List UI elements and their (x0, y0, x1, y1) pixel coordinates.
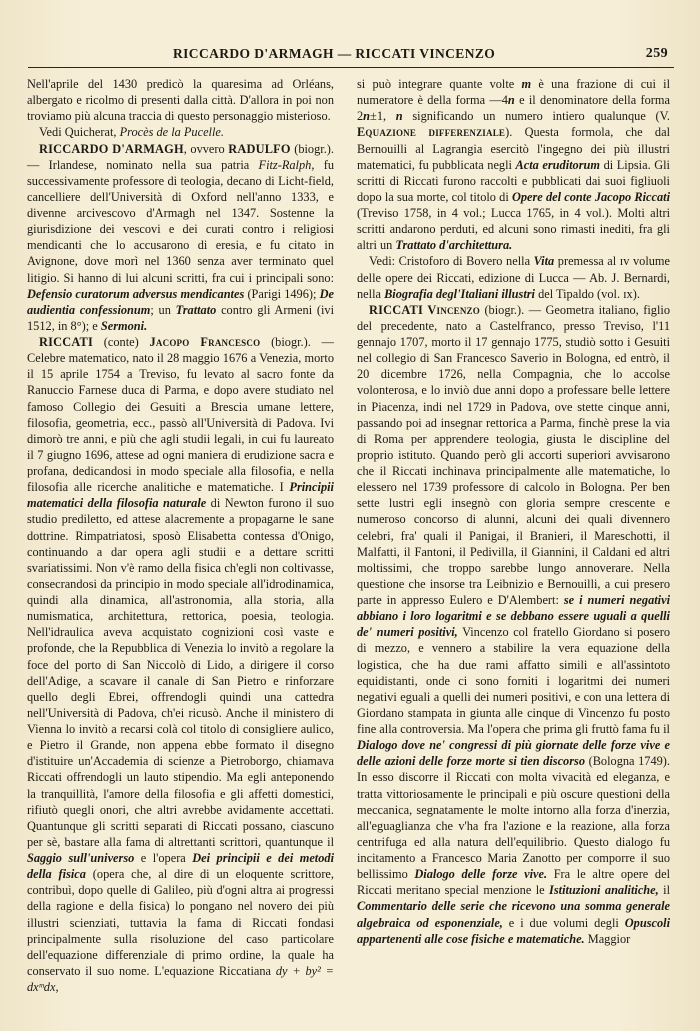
paragraph-orleans: Nell'aprile del 1430 predicò la quaresima ad Orléans, albergato e ricolmo di presenti dalla città. D'allora in poi non troviamo più alcuna traccia di questo personaggio misterioso. (27, 77, 334, 124)
reference-quicherat: Vedi Quicherat, Procès de la Pucelle. (39, 125, 224, 140)
right-column (357, 76, 670, 947)
page-number: 259 (645, 46, 668, 61)
entry-heading-name: Jacopo Francesco (149, 335, 261, 349)
entry-heading: RICCATI Vincenzo (369, 302, 480, 317)
entry-riccati-vincenzo: RICCATI Vincenzo (biogr.). — Geometra italiano, figlio del precedente, nato a Castelfranco, presso Treviso, l'11 gennajo 1707, morto il 17 gennajo 1775, studiò sotto i Gesuiti nel collegio di San Francesco Saverio in Bologna, ed entrò, il 20 dicembre 1726, nella Compagnia, che lo accolse volonterosa, e lo inviò due anni dopo a professare belle lettere in Piacenza, indi nel 1729 in Padova, ove stette cinque anni, passando poi ad insegnar rettorica a Parma, finchè prese la via di Roma per apprendere teologia, giusta le discipline del proprio istituto. Quando però gli accorti superiori avvisarono che il Riccati inchinava principalmente alle matematiche, lo elessero nel 1739 professore di calcolo in Bologna. Per ben sette lustri egli insegnò con gloria sempre crescente e numeroso concorso di alunni, alcuni dei quali divennero celebri, fra' quali il Panigai, il Branieri, il Mareschotti, il Malfatti, il Fantoni, il Pedivilla, il Giannini, il Caldani ed altri moltissimi, che troppo sarebbe lungo annoverare. Nella questione che insorse tra Leibnizio e Bernouilli, a cui presero parte in appresso Eulero e D'Alembert: se i numeri negativi abbiano i loro logaritmi e se debbano essere uguali a quelli de' numeri positivi, Vincenzo col fratello Giordano si posero di mezzo, e vennero a stabilire la vera equazione della logistica, che ha due rami affatto simili e all'assintoto equidistanti, onde ci sono forniti i logaritmi dei numeri negativi eguali a quelli dei numeri positivi, e con una lettera di Giordano stampata in giunta alle cinque di Vincenzo fu posto fine alla controversia. Ma l'opera che prima gli fruttò fama fu il Dialogo dove ne' congressi di più giornate delle forze vive e delle azioni delle forze morte si tien discorso (Bologna 1749). In esso discorre il Riccati con molta vivacità ed eleganza, e tratta vittoriosamente le principali e più oscure questioni della meccanica, segnatamente le molte intorno alla forza d'inerzia, all'eguaglianza che v'ha fra l'azione e la reazione, alla forza centrifuga ed alla natura dell'equilibrio. Questo dialogo fu incitamento a Francesco Maria Zanotto per comporre il suo bellissimo Dialogo delle forze vive. Fra le altre opere del Riccati meritano special menzione le Istituzioni analitiche, il Commentario delle serie che ricevono una somma generale algebraica od esponenziale, e i due volumi degli Opuscoli appartenenti alle cose fisiche e matematiche. Maggior (357, 302, 671, 946)
running-title: RICCARDO D'ARMAGH — RICCATI VINCENZO (173, 46, 496, 61)
riccati-equation: dy + by² = dxᵐdx, (27, 963, 334, 994)
entry-heading: RICCARDO D'ARMAGH (39, 141, 184, 156)
entry-heading: RICCATI (39, 335, 93, 349)
left-column (27, 76, 334, 995)
running-head (28, 44, 668, 66)
paragraph-equation-continued: si può integrare quante volte m è una frazione di cui il numeratore è della forma —4n e il denominatore della forma 2n±1, n significando un numero intiero qualunque (V. Equazione differenziale). Questa formola, che dal Bernouilli al Lagrangia esercitò l'ingegno dei più illustri matematici, fu pubblicata negli Acta eruditorum di Lipsia. Gli scritti di Riccati furono raccolti e pubblicati dai suoi figliuoli dopo la sua morte, col titolo di Opere del conte Jacopo Riccati (Treviso 1758, in 4 vol.; Lucca 1765, in 4 vol.). Molti altri scritti andarono perduti, ed alcuni sono rimasti inediti, fra gli altri un Trattato d'architettura. (357, 77, 671, 253)
reference-bovero: Vedi: Cristoforo di Bovero nella Vita premessa al ɪᴠ volume delle opere dei Riccati, edizione di Lucca — Ab. J. Bernardi, nella Biografia degl'Italiani illustri del Tipaldo (vol. ɪx). (357, 254, 670, 301)
reference-title: Procès de la Pucelle. (119, 125, 224, 140)
header-rule (28, 67, 674, 68)
entry-riccati-jacopo: RICCATI (conte) Jacopo Francesco (biogr.). — Celebre matematico, nato il 28 maggio 1676 a Venezia, morto il 15 aprile 1754 a Treviso, fu levato al sacro fonte da Ranuccio Farnese duca di Parma, e dopo avere studiato nel famoso Collegio dei Gesuiti a Brescia umane lettere, filosofia, geometria, ecc., passò all'Università di Padova. Ivi dimorò tre anni, e più che agli studii legali, in cui fu laureato il 7 giugno 1696, attese ad ogni maniera di erudizione sacra e profana, dedicandosi in modo speciale alla filosofia, e nella filosofia alle ricerche analitiche e matematiche. I Principii matematici della filosofia naturale di Newton furono il suo studio prediletto, ed attese alacremente a propagarne le sane dottrine. Rimpatriatosi, sposò Elisabetta contessa d'Onigo, continuando a dar opera agli studii e a dettare scritti svariatissimi. Non v'è ramo della fisica ch'egli non coltivasse, consecrandosi da principio in modo speciale all'idrodinamica, quindi alla dinamica, all'astronomia, alla storia, alla numismatica, architettura, rettorica, poesia, teologia. Nell'idraulica aveva acquistato cognizioni così vaste e profonde, che la Repubblica di Venezia lo invitò a regolare la foce del porto di San Niccolò di Lido, a dirigere il corso dell'Adige, a scavare il canale di San Pietro e rinforzare quello degli Ebrei, offrendogli quindi una cattedra nell'Università di Padova, ch'ei ricusò. Anche il ministero di Vienna lo invitò a recarsi colà col titolo di consigliere aulico, e Pietro il Grande, non appena ebbe formato il disegno d'istituire un'Accademia di scienze a Pietroborgo, chiamava Riccati offrendogli un lauto stipendio. Ma egli anteponendo la tranquillità, l'amore della filosofia e gli affetti domestici, rifiutò quegli onori, che altri avrebbe avidamente accettati. Quantunque gli scritti separati di Riccati possano, ciascuno per sè, bastare alla fama di altrettanti scrittori, quantunque il Saggio sull'universo e l'opera Dei principii e dei metodi della fisica (opera che, al dire di un eloquente scrittore, contribuì, dopo quelle di Galileo, più d'ogni altra ai progressi della ragione e della fisica) lo pongano nel novero dei più illustri scienziati, tuttavia la fama di Riccati fondasi principalmente sulla risoluzione del caso particolare dell'equazione differenziale di primo ordine, la quale ha conservato il suo nome. L'equazione Riccatiana dy + by² = dxᵐdx, (27, 335, 335, 994)
entry-riccardo-darmagh: RICCARDO D'ARMAGH, ovvero RADULFO (biogr.). — Irlandese, nominato nella sua patria Fitz-Ralph, fu successivamente professore di teologia, decano di Licht-field, cancelliere dell'Università di Oxford nell'anno 1333, e divenne arcivescovo d'Armagh nel 1347. Sostenne la giurisdizione dei vescovi e dei curati contro i religiosi mendicanti che lo accusarono di eresia, e fu citato in Avignone, dove morì nel 1360 senza aver terminato quel litigio. Si hanno di lui alcuni scritti, fra cui i principali sono: Defensio curatorum adversus mendicantes (Parigi 1496); De audientia confessionum; un Trattato contro gli Armeni (ivi 1512, in 8°); e Sermoni. (27, 141, 334, 333)
entry-heading-alt: RADULFO (228, 141, 291, 156)
